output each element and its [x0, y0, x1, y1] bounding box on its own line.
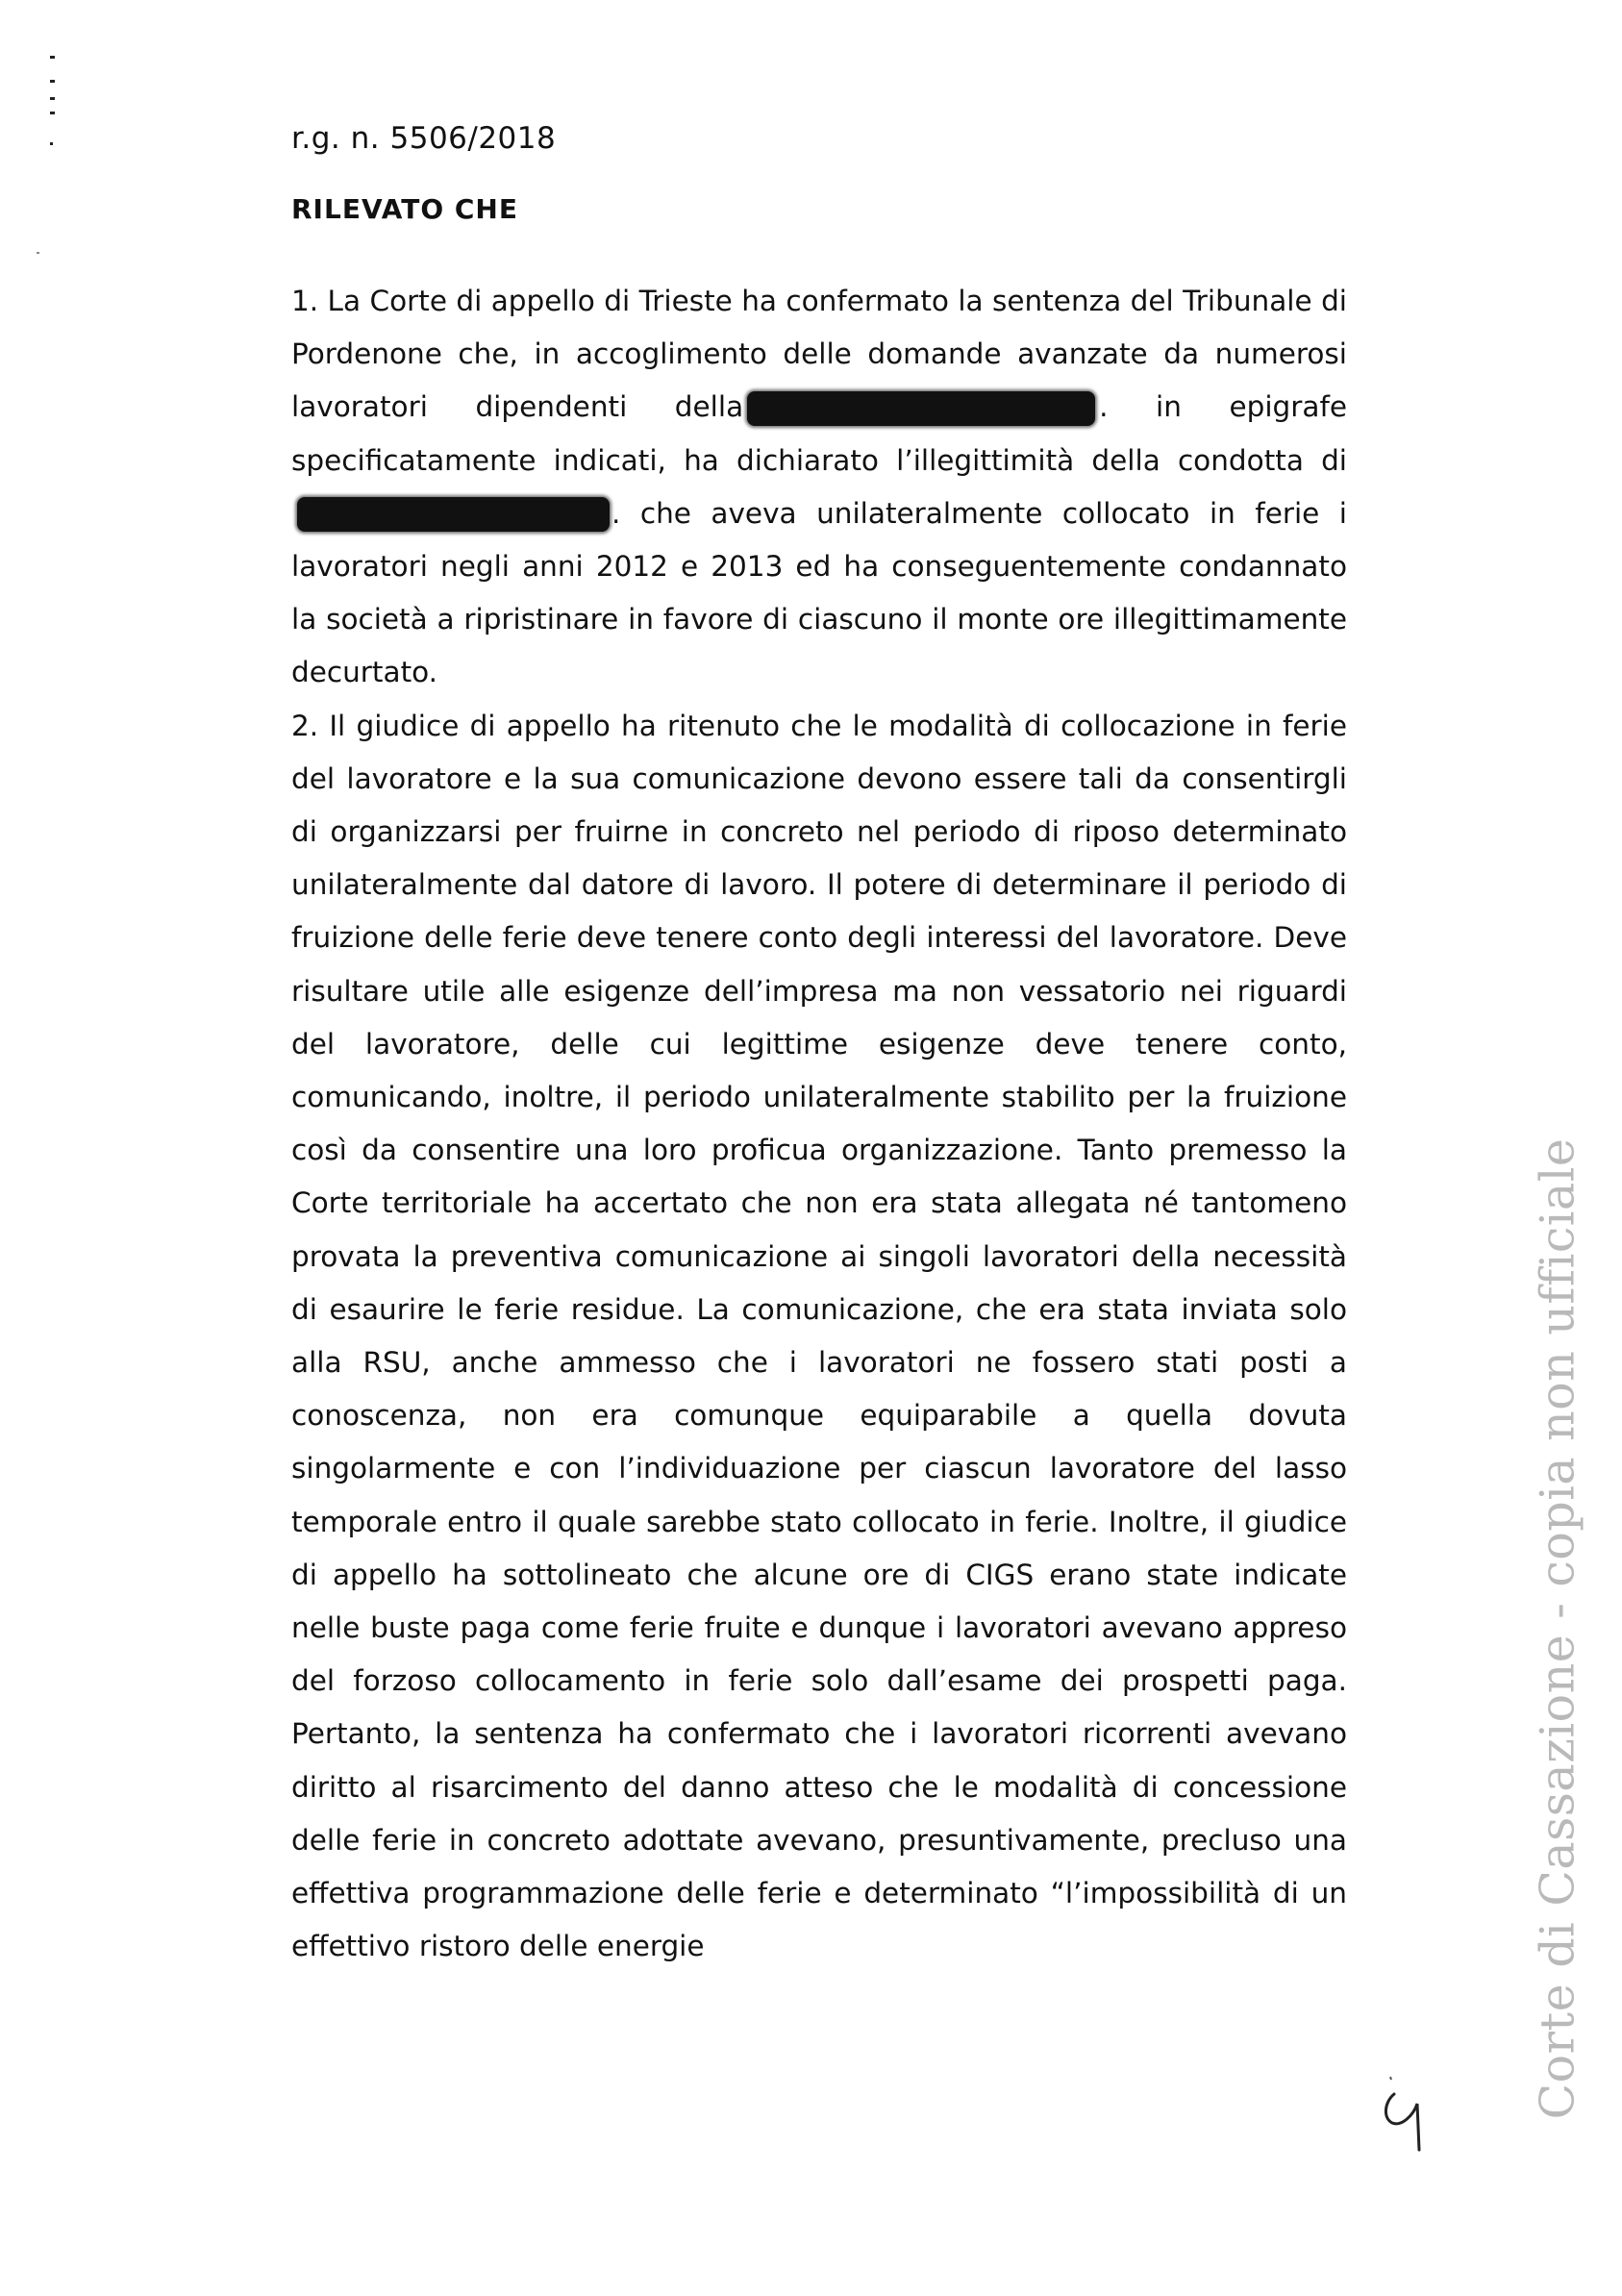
paragraph-1-part-c: . che aveva unilateralmente collocato in ferie i lavoratori negli anni 2012 e 2013 ed ha conseguentemente condannato la società a ripristinare in favore di ciascuno il monte ore illegittimamente decurtato. — [291, 496, 1347, 689]
section-heading: RILEVATO CHE — [291, 193, 518, 225]
margin-marks — [50, 56, 60, 152]
watermark: Corte di Cassazione - copia non ufficiale — [1530, 1137, 1585, 2120]
paragraph-1-part-b: . in epigrafe specificatamente indicati, ha dichiarato l’illegittimità della condotta di — [291, 390, 1348, 477]
handwritten-page-number — [1375, 2065, 1442, 2161]
paragraph-1-part-a: 1. La Corte di appello di Trieste ha confermato la sentenza del Tribunale di Pordenone che, in accoglimento delle domande avanzate da numerosi lavoratori dipendenti della — [291, 285, 1347, 424]
paragraph-1 — [291, 275, 1347, 700]
case-number: r.g. n. 5506/2018 — [291, 121, 557, 156]
scan-mark — [37, 252, 39, 254]
body-text — [291, 275, 1347, 1974]
redaction-block — [297, 497, 610, 532]
redaction-block — [747, 391, 1095, 426]
paragraph-2: 2. Il giudice di appello ha ritenuto che le modalità di collocazione in ferie del lavoratore e la sua comunicazione devono essere tali da consentirgli di organizzarsi per fruirne in concreto nel periodo di riposo determinato unilateralmente dal datore di lavoro. Il potere di determinare il periodo di fruizione delle ferie deve tenere conto degli interessi del lavoratore. Deve risultare utile alle esigenze dell’impresa ma non vessatorio nei riguardi del lavoratore, delle cui legittime esigenze deve tenere conto, comunicando, inoltre, il periodo unilateralmente stabilito per la fruizione così da consentire una loro proficua organizzazione. Tanto premesso la Corte territoriale ha accertato che non era stata allegata né tantomeno provata la preventiva comunicazione ai singoli lavoratori della necessità di esaurire le ferie residue. La comunicazione, che era stata inviata solo alla RSU, anche ammesso che i lavoratori ne fossero stati posti a conoscenza, non era comunque equiparabile a quella dovuta singolarmente e con l’individuazione per ciascun lavoratore del lasso temporale entro il quale sarebbe stato collocato in ferie. Inoltre, il giudice di appello ha sottolineato che alcune ore di CIGS erano state indicate nelle buste paga come ferie fruite e dunque i lavoratori avevano appreso del forzoso collocamento in ferie solo dall’esame dei prospetti paga. Pertanto, la sentenza ha confermato che i lavoratori ricorrenti avevano diritto al risarcimento del danno atteso che le modalità di concessione delle ferie in concreto adottate avevano, presuntivamente, precluso una effettiva programmazione delle ferie e determinato “l’impossibilità di un effettivo ristoro delle energie — [291, 709, 1347, 1963]
